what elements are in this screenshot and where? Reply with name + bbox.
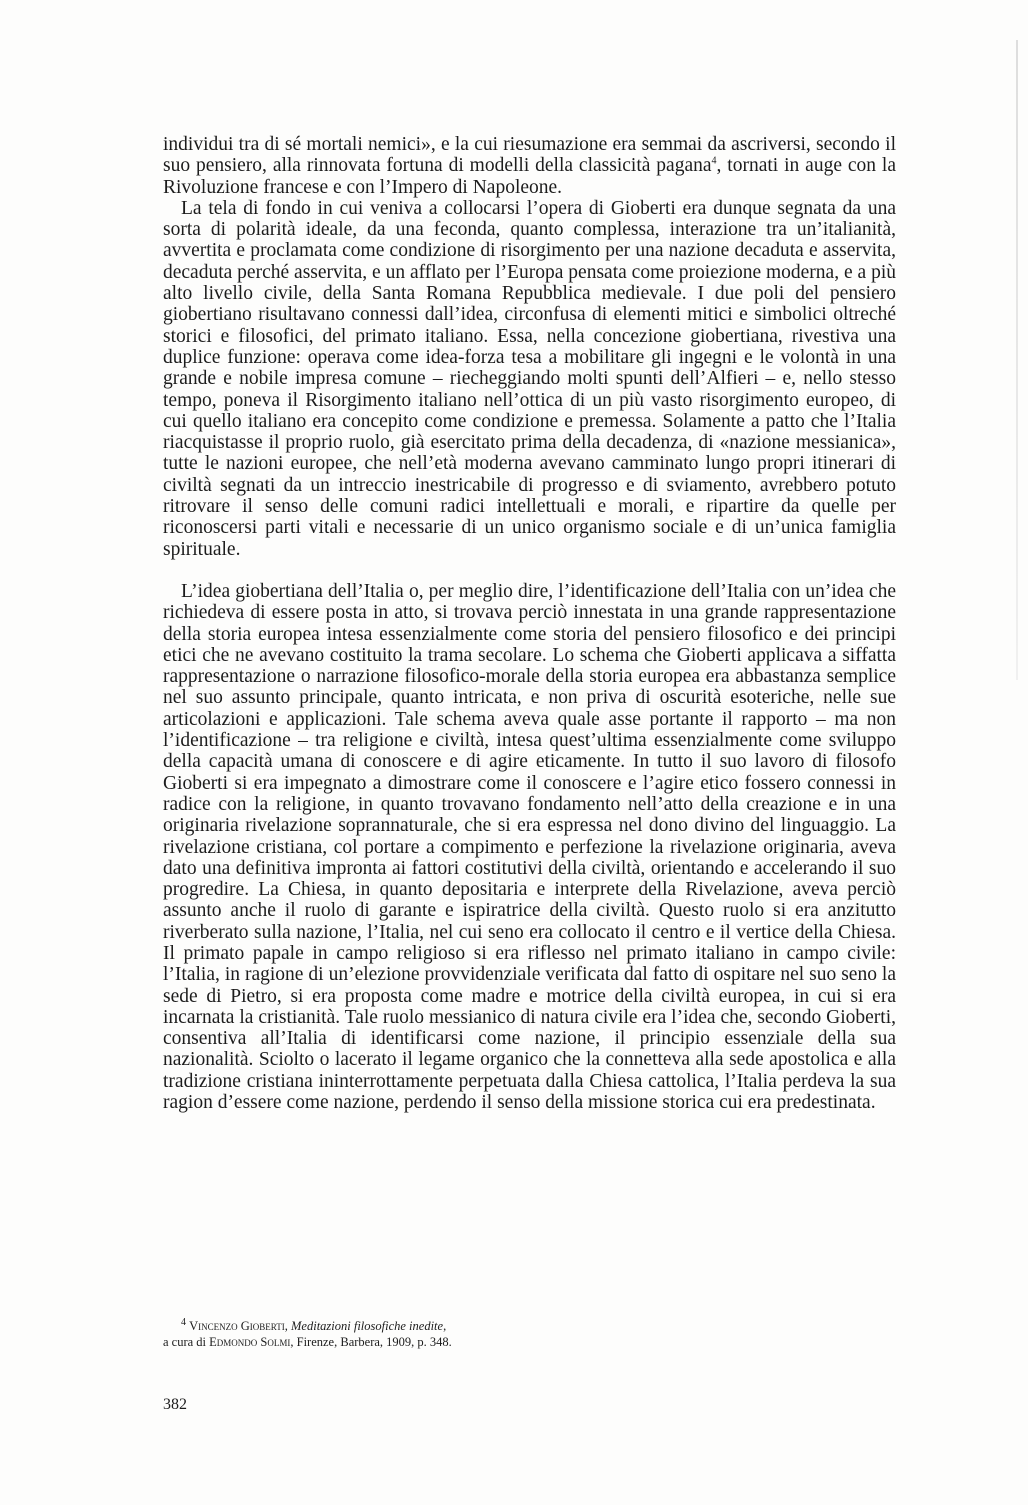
footnote bbox=[163, 1318, 663, 1350]
page-number: 382 bbox=[163, 1396, 187, 1413]
footnote-title: Meditazioni filosofiche inedite bbox=[291, 1319, 444, 1333]
paragraph: La tela di fondo in cui veniva a collocarsi l’opera di Gioberti era dunque segnata da una sorta di polarità ideale, da una feconda, quanto complessa, interazione tra un’italianità, avvertita e proclamata come condizione di risorgimento per una nazione decaduta e asservita, decaduta perché asservita, e un afflato per l’Europa pensata come proiezione moderna, e a più alto livello civile, della Santa Romana Repubblica medievale. I due poli del pensiero giobertiano risultavano connessi dall’idea, circonfusa di elementi mitici e simbolici oltreché storici e filosofici, del primato italiano. Essa, nella concezione giobertiana, rivestiva una duplice funzione: operava come idea-forza tesa a mobilitare gli ingegni e le volontà in una grande e nobile impresa comune – riecheggiando molti spunti dell’Alfieri – e, nello stesso tempo, poneva il Risorgimento italiano nell’ottica di un più vasto risorgimento europeo, di cui quello italiano era concepito come condizione e premessa. Solamente a patto che l’Italia riacquistasse il proprio ruolo, già esercitato prima della decadenza, di «nazione messianica», tutte le nazioni europee, che nell’età moderna avevano camminato lungo propri itinerari di civiltà segnati da un intreccio inestricabile di progresso e di sviamento, avrebbero potuto ritrovare il senso delle comuni radici intellettuali e morali, e ripartire da quelle per riconoscersi parti vitali e necessarie di un unico organismo sociale e di un’unica famiglia spirituale. bbox=[163, 197, 896, 560]
footnote-line: a cura di Edmondo Solmi, Firenze, Barbera, 1909, p. 348. bbox=[163, 1335, 452, 1349]
footnote-details: Firenze, Barbera, 1909, p. 348. bbox=[296, 1335, 452, 1349]
footnote-reference: 4 bbox=[711, 155, 717, 167]
paragraph-continued: individui tra di sé mortali nemici», e la cui riesumazione era semmai da ascriversi, secondo il suo pensiero, alla rinnovata fortuna di modelli della classicità pagana$^4$, tornati in auge con la Rivoluzione francese e con l’Impero di Napoleone. bbox=[163, 134, 897, 198]
paragraph: L’idea giobertiana dell’Italia o, per meglio dire, l’identificazione dell’Italia con un’idea che richiedeva di essere posta in atto, si trovava perciò innestata in una grande rappresentazione della storia europea intesa essenzialmente come storia del pensiero filosofico e dei principi etici che ne avevano costituito la trama secolare. Lo schema che Gioberti applicava a siffatta rappresentazione o narrazione filosofico-morale della storia europea era abbastanza semplice nel suo assunto principale, quanto intricata, e non priva di oscurità esoteriche, nelle sue articolazioni e applicazioni. Tale schema aveva quale asse portante il rapporto – ma non l’identificazione – tra religione e civiltà, intesa quest’ultima essenzialmente come sviluppo della capacità umana di conoscere e di agire eticamente. In tutto il suo lavoro di filosofo Gioberti si era impegnato a dimostrare come il conoscere e l’agire etico fossero connessi in radice con la religione, in quanto trovavano fondamento nell’atto della creazione e in una originaria rivelazione soprannaturale, che si era espressa nel dono divino del linguaggio. La rivelazione cristiana, col portare a compimento e perfezione la rivelazione originaria, aveva dato una definitiva impronta ai fattori costitutivi della civiltà, orientando e accelerando il suo progredire. La Chiesa, in quanto depositaria e interprete della Rivelazione, aveva perciò assunto anche il ruolo di garante e ispiratrice della civiltà. Questo ruolo si era anzitutto riverberato sulla nazione, l’Italia, nel cui seno era collocato il centro e il vertice della Chiesa. Il primato papale in campo religioso si era riflesso nel primato italiano in campo civile: l’Italia, in ragione di un’elezione provvidenziale verificata dal fatto di ospitare nel suo seno la sede di Pietro, si era proposta come madre e motrice della civiltà europea, in cui si era incarnata la cristianità. Tale ruolo messianico di natura civile era l’idea che, secondo Gioberti, consentiva all’Italia di identificarsi come nazione, il principio essenziale della sua nazionalità. Sciolto o lacerato il legame organico che la connetteva alla sede apostolica e alla tradizione cristiana ininterrottamente perpetuata dalla Chiesa cattolica, l’Italia perdeva la sua ragion d’essere come nazione, perdendo il senso della missione storica cui era predestinata. bbox=[163, 580, 896, 1114]
footnote-line: $^4$ Vincenzo Gioberti, Meditazioni filosofiche inedite, bbox=[181, 1316, 447, 1333]
footnote-editor: Edmondo Solmi bbox=[209, 1335, 291, 1349]
footnote-author: Vincenzo Gioberti bbox=[189, 1319, 285, 1333]
page-edge-shadow bbox=[1016, 40, 1018, 680]
footnote-number: 4 bbox=[181, 1316, 186, 1328]
main-text bbox=[163, 134, 896, 1113]
section-gap bbox=[163, 560, 896, 581]
